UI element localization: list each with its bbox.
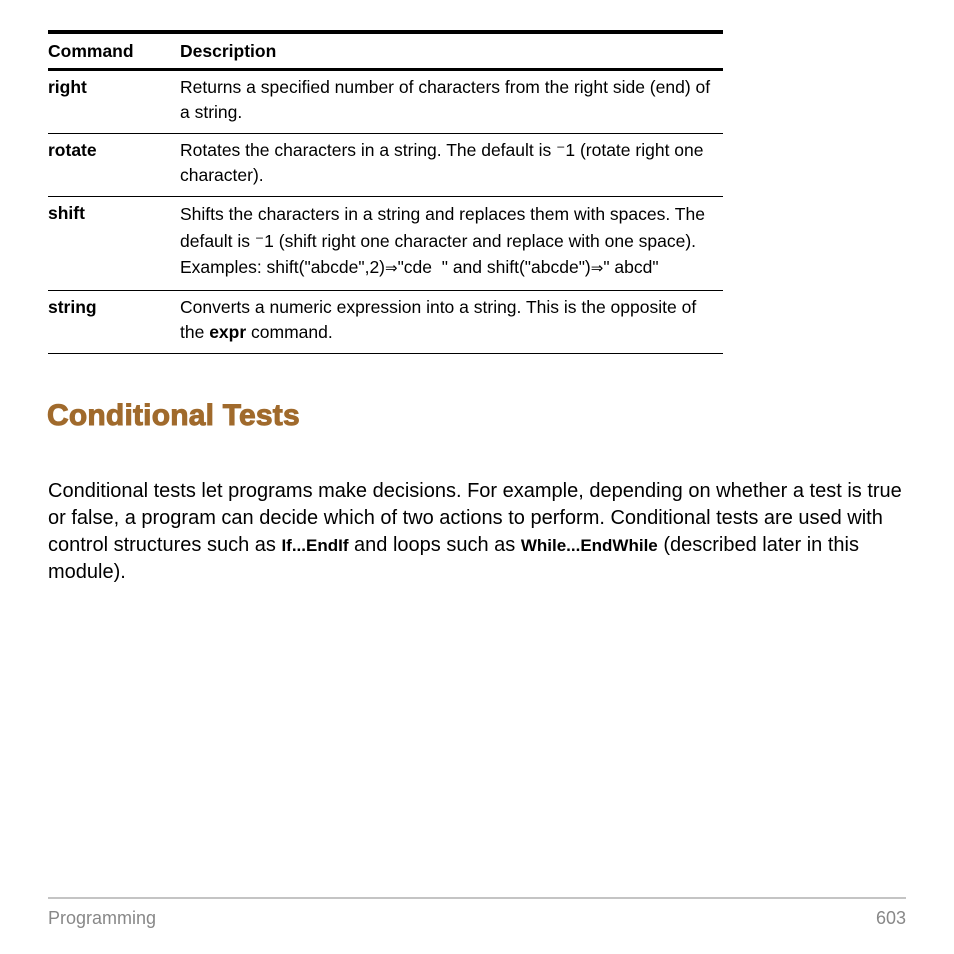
footer-divider [48,897,906,899]
command-name: shift [48,203,85,223]
command-description [180,295,723,345]
table-header [48,34,723,71]
command-name: right [48,77,87,97]
paragraph-text: and loops such as [348,534,521,556]
description-text: " abcd" [603,257,659,277]
table-row [48,71,723,134]
paragraph-text: Conditional tests let programs make decisions. For example, depending on whether a test is true or false, a program can decide which of two actions to perform. Conditional tests are used with control structures such as [48,480,908,556]
implies-arrow-icon: ⇒ [590,259,604,277]
footer-section-name: Programming [48,908,157,928]
page-number: 603 [875,908,906,928]
description-text: command. [246,321,333,342]
section-title: Conditional Tests [47,399,300,432]
section-paragraph [48,478,908,586]
command-name: string [48,296,97,317]
command-description: Rotates the characters in a string. The default is ⁻1 (rotate right one character). [180,140,704,185]
description-text: "cde " and shift("abcde") [397,257,591,277]
header-description: Description [180,40,277,61]
table-row [48,134,723,197]
command-name: rotate [48,140,97,160]
command-reference: If...EndIf [281,536,349,555]
table-row [48,291,723,354]
description-text: Converts a numeric expression into a string. This is the opposite of the [180,296,702,342]
command-reference: While...EndWhile [520,536,658,555]
description-text: Shifts the characters in a string and replaces them with spaces. The default is ⁻1 (shift right one character and replace with one space). Examples: shift("abcde",2) [180,204,705,277]
command-description: Returns a specified number of characters from the right side (end) of a string. [180,77,711,122]
command-reference: expr [209,321,247,342]
paragraph-text: (described later in this module). [48,534,865,583]
header-command: Command [48,40,134,61]
table-row [48,197,723,291]
implies-arrow-icon: ⇒ [385,259,398,277]
command-description [180,201,723,282]
command-table [48,30,723,354]
